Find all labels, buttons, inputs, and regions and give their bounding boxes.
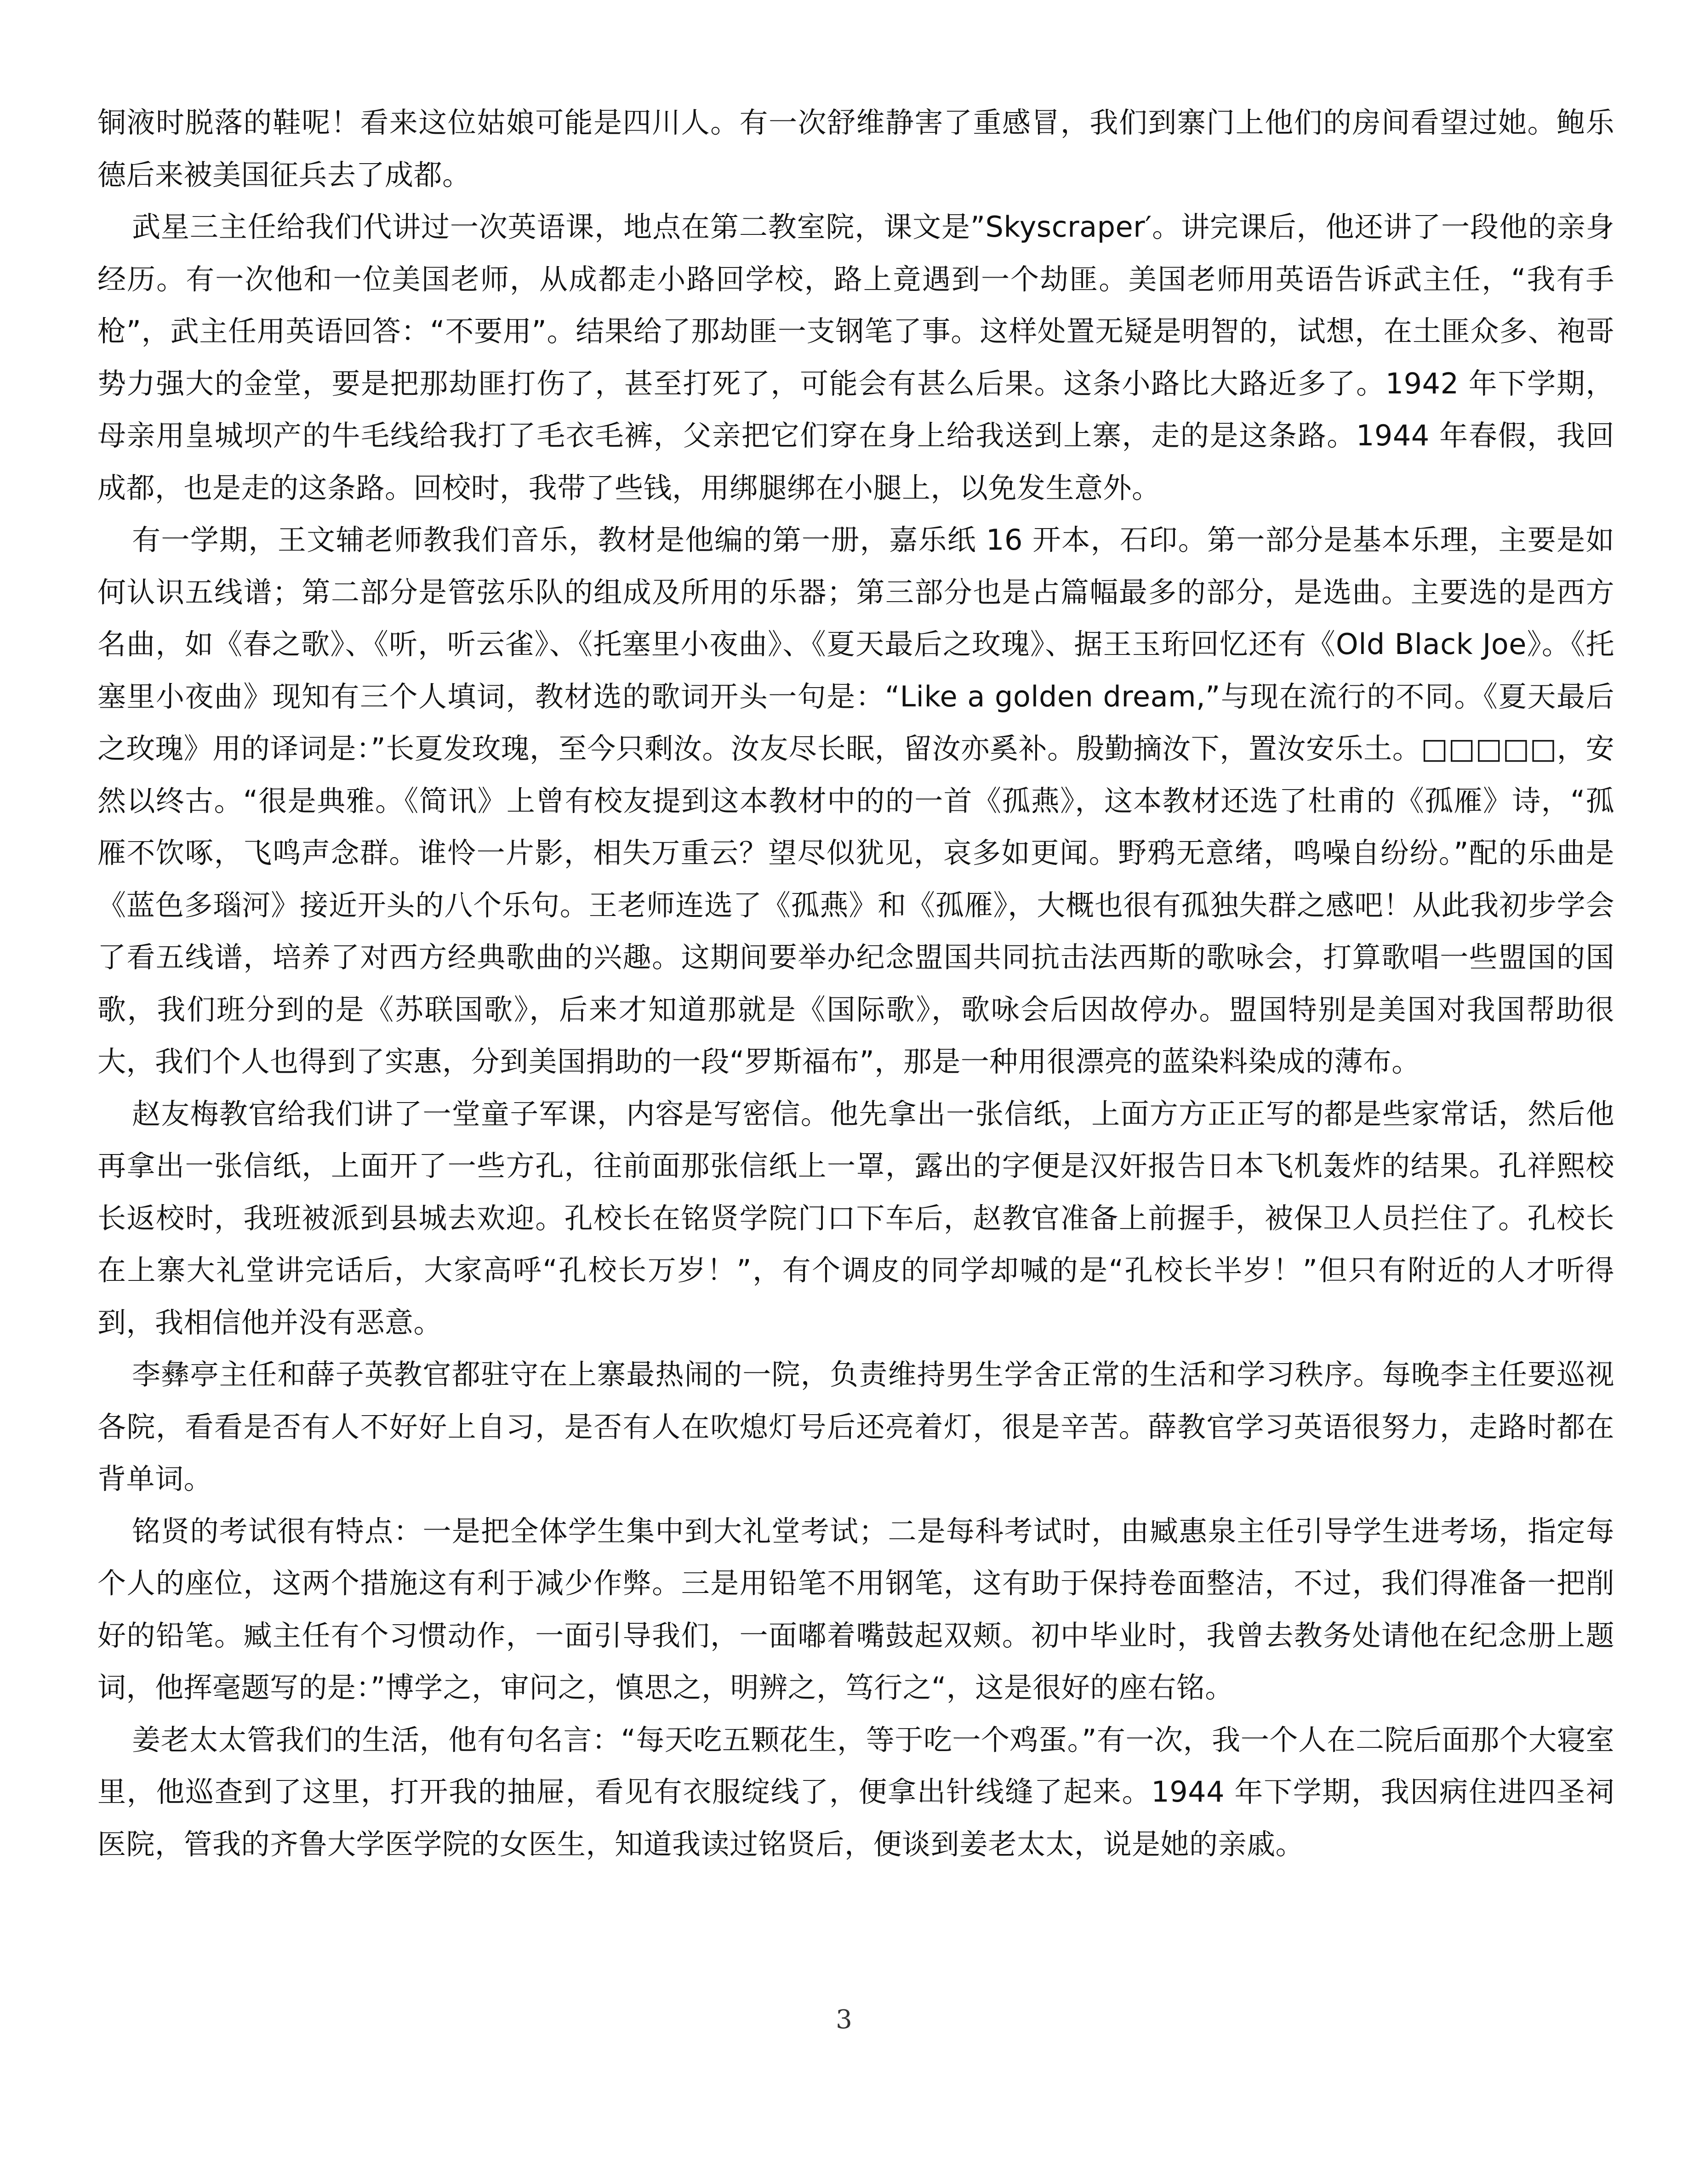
paragraph: 姜老太太管我们的生活，他有句名言：“每天吃五颗花生，等于吃一个鸡蛋。”有一次，我一个人在二院后面那个大寝室里，他巡查到了这里，打开我的抽屉，看见有衣服绽线了，便拿出针线缝了起来。1944 年下学期，我因病住进四圣祠医院，管我的齐鲁大学医学院的女医生，知道我读过铭贤后，便谈到姜老太太，说是她的亲戚。 (97, 1723, 1614, 1861)
paragraph: 铜液时脱落的鞋呢！看来这位姑娘可能是四川人。有一次舒维静害了重感冒，我们到寨门上他们的房间看望过她。鲍乐德后来被美国征兵去了成都。 (97, 106, 1614, 192)
paragraph: 有一学期，王文辅老师教我们音乐，教材是他编的第一册，嘉乐纸 16 开本，石印。第一部分是基本乐理，主要是如何认识五线谱；第二部分是管弦乐队的组成及所用的乐器；第三部分也是占篇幅最多的部分，是选曲。主要选的是西方名曲，如《春之歌》、《听，听云雀》、《托塞里小夜曲》、《夏天最后之玫瑰》、据王玉珩回忆还有《Old Black Joe》。《托塞里小夜曲》现知有三个人填词，教材选的歌词开头一句是：“Like a golden dream,”与现在流行的不同。《夏天最后之玫瑰》用的译词是：”长夏发玫瑰，至今只剩汝。汝友尽长眠，留汝亦奚补。殷勤摘汝下，置汝安乐土。□□□□□，安然以终古。“很是典雅。《简讯》上曾有校友提到这本教材中的的一首《孤燕》，这本教材还选了杜甫的《孤雁》诗，“孤雁不饮啄，飞鸣声念群。谁怜一片影，相失万重云？望尽似犹见，哀多如更闻。野鸦无意绪，鸣噪自纷纷。”配的乐曲是《蓝色多瑙河》接近开头的八个乐句。王老师连选了《孤燕》和《孤雁》，大概也很有孤独失群之感吧！从此我初步学会了看五线谱，培养了对西方经典歌曲的兴趣。这期间要举办纪念盟国共同抗击法西斯的歌咏会，打算歌唱一些盟国的国歌，我们班分到的是《苏联国歌》，后来才知道那就是《国际歌》，歌咏会后因故停办。盟国特别是美国对我国帮助很大，我们个人也得到了实惠，分到美国捐助的一段“罗斯福布”，那是一种用很漂亮的蓝染料染成的薄布。 (97, 523, 1614, 1078)
body-text (97, 97, 1614, 1870)
paragraph: 武星三主任给我们代讲过一次英语课，地点在第二教室院，课文是”Skyscraper′。讲完课后，他还讲了一段他的亲身经历。有一次他和一位美国老师，从成都走小路回学校，路上竟遇到一个劫匪。美国老师用英语告诉武主任，“我有手枪”，武主任用英语回答：“不要用”。结果给了那劫匪一支钢笔了事。这样处置无疑是明智的，试想，在土匪众多、袍哥势力强大的金堂，要是把那劫匪打伤了，甚至打死了，可能会有甚么后果。这条小路比大路近多了。1942 年下学期，母亲用皇城坝产的牛毛线给我打了毛衣毛裤，父亲把它们穿在身上给我送到上寨，走的是这条路。1944 年春假，我回成都，也是走的这条路。回校时，我带了些钱，用绑腿绑在小腿上，以免发生意外。 (97, 210, 1614, 505)
paragraph: 赵友梅教官给我们讲了一堂童子军课，内容是写密信。他先拿出一张信纸，上面方方正正写的都是些家常话，然后他再拿出一张信纸，上面开了一些方孔，往前面那张信纸上一罩，露出的字便是汉奸报告日本飞机轰炸的结果。孔祥熙校长返校时，我班被派到县城去欢迎。孔校长在铭贤学院门口下车后，赵教官准备上前握手，被保卫人员拦住了。孔校长在上寨大礼堂讲完话后，大家高呼“孔校长万岁！”，有个调皮的同学却喊的是“孔校长半岁！”但只有附近的人才听得到，我相信他并没有恶意。 (97, 1097, 1614, 1339)
paragraph: 李彝亭主任和薛子英教官都驻守在上寨最热闹的一院，负责维持男生学舍正常的生活和学习秩序。每晚李主任要巡视各院，看看是否有人不好好上自习，是否有人在吹熄灯号后还亮着灯，很是辛苦。薛教官学习英语很努力，走路时都在背单词。 (97, 1358, 1614, 1496)
paragraph: 铭贤的考试很有特点：一是把全体学生集中到大礼堂考试；二是每科考试时，由臧惠泉主任引导学生进考场，指定每个人的座位，这两个措施这有利于减少作弊。三是用铅笔不用钢笔，这有助于保持卷面整洁，不过，我们得准备一把削好的铅笔。臧主任有个习惯动作，一面引导我们，一面嘟着嘴鼓起双颊。初中毕业时，我曾去教务处请他在纪念册上题词，他挥毫题写的是：”博学之，审问之，慎思之，明辨之，笃行之“，这是很好的座右铭。 (97, 1514, 1614, 1704)
page-number: 3 (836, 2005, 852, 2035)
